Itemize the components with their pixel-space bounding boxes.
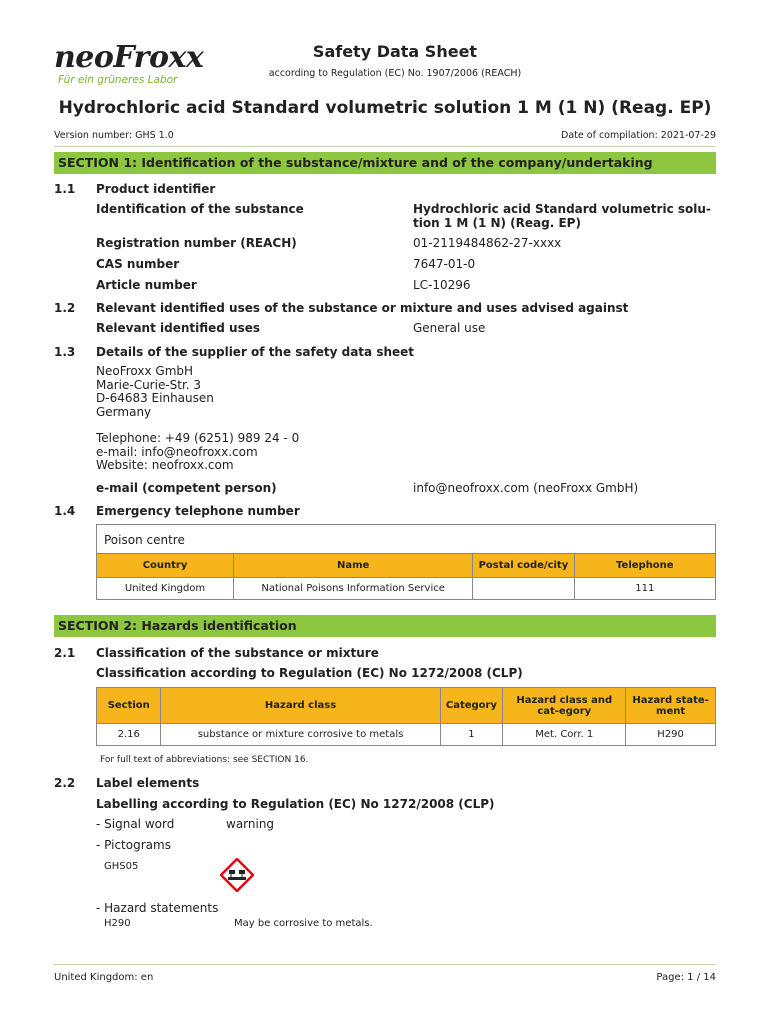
section-1-3-heading: Details of the supplier of the safety data sheet: [96, 345, 415, 359]
supplier-city: D-64683 Einhausen: [96, 391, 214, 405]
supplier-telephone: Telephone: +49 (6251) 989 24 - 0: [96, 431, 300, 445]
table-row: [97, 578, 716, 600]
pictograms-label: - Pictograms: [96, 838, 171, 852]
section-1-1-number: 1.1: [54, 182, 76, 196]
uses-value: General use: [413, 321, 486, 335]
footer-locale: United Kingdom: en: [54, 972, 154, 983]
supplier-address: [96, 365, 214, 419]
cas-label: CAS number: [96, 257, 180, 271]
section-2-title: SECTION 2: Hazards identification: [54, 615, 716, 637]
column-header: Name: [234, 554, 473, 578]
regulation-note: according to Regulation (EC) No. 1907/2006 (REACH): [268, 68, 522, 79]
section-1-4-number: 1.4: [54, 504, 76, 518]
supplier-website[interactable]: Website: neofroxx.com: [96, 458, 234, 472]
identification-value-line2: tion 1 M (1 N) (Reag. EP): [413, 216, 581, 230]
table-row: [97, 724, 716, 746]
poison-centre-box: [96, 524, 716, 600]
section-1-3-number: 1.3: [54, 345, 76, 359]
column-header: Country: [97, 554, 234, 578]
supplier-country: Germany: [96, 404, 152, 419]
table-cell: 2.16: [97, 724, 161, 746]
pictogram-code: GHS05: [104, 861, 139, 872]
column-header: Telephone: [574, 554, 715, 578]
table-header-row: [97, 554, 716, 578]
supplier-contact: [96, 432, 299, 473]
registration-label: Registration number (REACH): [96, 236, 297, 250]
table-cell: National Poisons Information Service: [234, 578, 473, 600]
column-header: Hazard state-ment: [626, 688, 716, 724]
section-2-1-subheading: Classification according to Regulation (EC) No 1272/2008 (CLP): [96, 666, 523, 680]
section-2-2-number: 2.2: [54, 776, 76, 790]
abbreviations-note: For full text of abbreviations: see SECTION 16.: [100, 755, 309, 765]
signal-word-label: - Signal word: [96, 817, 175, 831]
table-header-row: [97, 688, 716, 724]
identification-label: Identification of the substance: [96, 202, 304, 216]
header-divider: [54, 146, 716, 147]
supplier-email[interactable]: e-mail: info@neofroxx.com: [96, 444, 258, 459]
section-2-2-subheading: Labelling according to Regulation (EC) No 1272/2008 (CLP): [96, 797, 495, 811]
version-number: Version number: GHS 1.0: [54, 130, 174, 141]
section-2-1-heading: Classification of the substance or mixture: [96, 646, 379, 660]
hazard-code: H290: [104, 918, 131, 929]
column-header: Hazard class and cat-egory: [503, 688, 626, 724]
product-title: Hydrochloric acid Standard volumetric solution 1 M (1 N) (Reag. EP): [58, 98, 712, 118]
page-number: Page: 1 / 14: [656, 972, 716, 983]
poison-centre-title: Poison centre: [104, 533, 185, 547]
section-1-2-number: 1.2: [54, 301, 76, 315]
column-header: Section: [97, 688, 161, 724]
section-2-1-number: 2.1: [54, 646, 76, 660]
section-2-2-heading: Label elements: [96, 776, 200, 790]
table-cell: United Kingdom: [97, 578, 234, 600]
section-1-2-heading: Relevant identified uses of the substance or mixture and uses advised against: [96, 301, 629, 315]
table-cell: substance or mixture corrosive to metals: [161, 724, 440, 746]
table-cell: [473, 578, 574, 600]
article-value: LC-10296: [413, 278, 471, 292]
table-cell: 111: [574, 578, 715, 600]
section-1-1-heading: Product identifier: [96, 182, 216, 196]
competent-person-label: e-mail (competent person): [96, 481, 277, 495]
hazard-text: May be corrosive to metals.: [234, 918, 373, 929]
competent-person-value[interactable]: info@neofroxx.com (neoFroxx GmbH): [413, 481, 639, 495]
hazard-statements-label: - Hazard statements: [96, 901, 219, 915]
poison-centre-table: [96, 553, 716, 600]
logo-text: neoFroxx: [54, 40, 204, 75]
identification-value: [413, 202, 713, 230]
document-title: Safety Data Sheet: [312, 42, 478, 61]
cas-value: 7647-01-0: [413, 257, 476, 271]
compilation-date: Date of compilation: 2021-07-29: [561, 130, 716, 141]
table-cell: Met. Corr. 1: [503, 724, 626, 746]
ghs05-corrosion-icon: [220, 858, 254, 892]
column-header: Postal code/city: [473, 554, 574, 578]
table-cell: 1: [440, 724, 503, 746]
article-label: Article number: [96, 278, 197, 292]
supplier-company: NeoFroxx GmbH: [96, 364, 194, 378]
identification-value-line1: Hydrochloric acid Standard volumetric solu-: [413, 202, 711, 216]
column-header: Category: [440, 688, 503, 724]
column-header: Hazard class: [161, 688, 440, 724]
uses-label: Relevant identified uses: [96, 321, 261, 335]
company-logo: [54, 40, 214, 90]
section-1-title: SECTION 1: Identification of the substance/mixture and of the company/undertaking: [54, 152, 716, 174]
section-1-4-heading: Emergency telephone number: [96, 504, 300, 518]
classification-table: [96, 687, 716, 746]
footer-divider: [54, 964, 716, 965]
supplier-street: Marie-Curie-Str. 3: [96, 377, 202, 392]
logo-tagline: Für ein grüneres Labor: [58, 74, 178, 86]
registration-value: 01-2119484862-27-xxxx: [413, 236, 562, 250]
signal-word-value: warning: [226, 817, 275, 831]
table-cell: H290: [626, 724, 716, 746]
